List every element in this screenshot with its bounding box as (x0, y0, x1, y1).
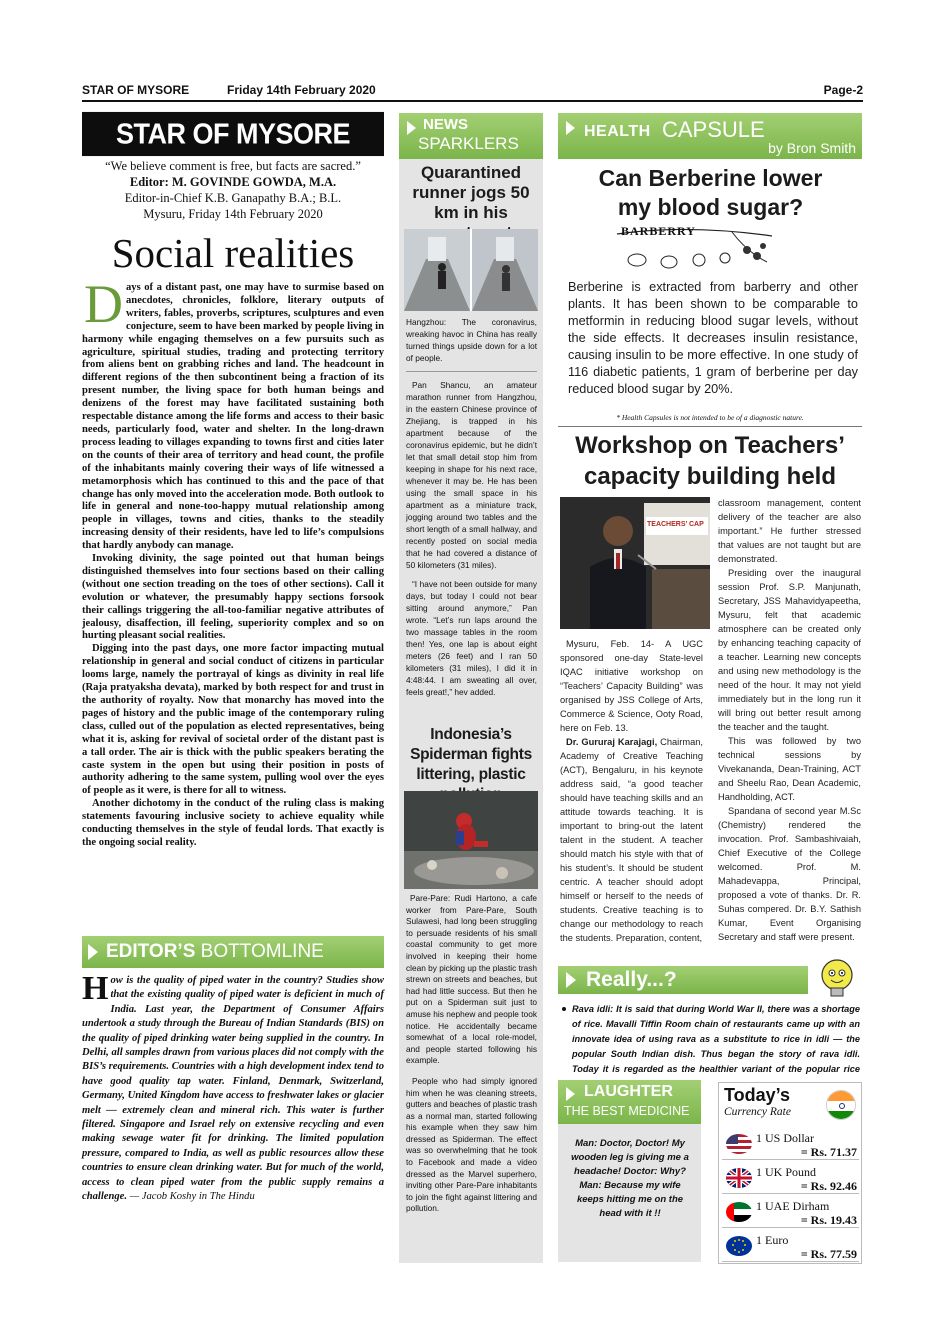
currency-rate: = Rs. 77.59 (800, 1247, 857, 1261)
news-story2-text (406, 893, 537, 1215)
eu-flag-icon (726, 1236, 752, 1256)
really-label (558, 966, 808, 994)
currency-unit: 1 Euro (756, 1233, 789, 1247)
news-headline-spiderman: Indonesia’s Spiderman fights littering, plastic (410, 726, 532, 783)
bottomline-text: ow is the quality of piped water in the country? Studies show that the existing quality of piped water is deficient in much of India. Last year, the Department of Consumer Affairs undertook a study through the Bureau of Indian Standards (BIS) on the quality of piped drinking water being supplied in the country. In Delhi, all samples drawn from various places did not comply with the BIS’s requirements. Countries with a high development index tend to have good quality tap water. Finland, Denmark, Switzerland, Germany, United Kingdom have access to freshwater lakes or glacier melt — extremely clean and mineral rich. This water is further filtered. Singapore and Israel rely on extensive recycling and even making sewage water fit for drinking. The limited population pressure, compared to India, as well as public resources allow these countries to ensure clean drinking water. But for much of the world, access to clean piped water from the public supply remains a challenge. (82, 975, 384, 1203)
page-number: Page-2 (823, 83, 863, 97)
health-note: * Health Capsules is not intended to be of a diagnostic nature. (558, 413, 862, 427)
motto: “We believe comment is free, but facts are sacred.” (105, 159, 361, 173)
bottomline-label-light: BOTTOMLINE (200, 941, 324, 962)
health-label-bold: HEALTH (584, 123, 651, 140)
spiderman-paragraph: Pare-Pare: Rudi Hartono, a cafe worker from Pare-Pare, South Sulawesi, had long been struggling to persuade residents of his small coastal community to get more involved in keeping their home clean by picking up the plastic trash strewn on streets and beaches, but had had little success. But then he put on a Spiderman suit just to amuse his nephew and people took notice. He accidentally became somewhat of a local role-model, and people started following his example. (406, 893, 537, 1066)
currency-unit: 1 UAE Dirham (756, 1199, 830, 1213)
workshop-paragraph: This was followed by two technical sessions by Vivekananda, Dean-Training, ACT and Sheelu Rao, Dean Academic, Handholding, ACT. (718, 736, 861, 802)
logo-text: STAR OF MYSORE (115, 118, 350, 150)
health-headline: Can Berberine lower my blood sugar? (598, 165, 823, 220)
bottomline-body (82, 970, 384, 1205)
really-body: Rava idli: It is said that during World War II, there was a shortage of rice. Mavalli Tiffin Room chain of restaurants came up with an innovate idea of using rava as a substitute to rice in idli — the popular South Indian dish. Thus began the story of rava idli. Today it is regarded as the healthier variant of the popular rice (572, 1004, 860, 1074)
barberry-illustration (607, 222, 777, 272)
bottomline-dropcap: H (82, 970, 109, 1007)
bottomline-credit: — Jacob Koshy in The Hindu (129, 1191, 255, 1203)
laughter-arrow-icon (566, 1087, 575, 1101)
currency-rate: = Rs. 19.43 (800, 1213, 857, 1227)
editor-in-chief: Editor-in-Chief K.B. Ganapathy B.A.; B.L. (124, 191, 342, 205)
runner-paragraph: “I have not been outside for many days, but today I could not bear sitting around anymore,” Pan wrote. “Let’s run laps around the two massage tables in the room then! Yes, one lap is about eight meters (26 feet) and I ran 50 kilometers (31 miles), I did it in 4:48:44. I am sweating all over, feels great!,” hev added. (406, 579, 537, 697)
really-text (560, 1002, 860, 1092)
currency-rate: = Rs. 71.37 (800, 1145, 857, 1159)
editorial-title: Social realities (111, 230, 355, 276)
laughter-joke: Man: Doctor, Doctor! My wooden leg is giving me a headache! Doctor: Why? Man: Because my wife keeps hitting me on the head with it !! (571, 1138, 689, 1219)
news-story1-text (406, 316, 537, 698)
currency-subtitle: Currency Rate (724, 1106, 791, 1118)
currency-row (722, 1230, 859, 1262)
spiderman-photo (404, 791, 538, 889)
issue-date: Friday 14th February 2020 (227, 83, 376, 97)
news-sparklers-label (399, 113, 543, 159)
health-body: Berberine is extracted from barberry and other plants. It has been shown to be comparable to metformin in reducing blood sugar levels, without the side effects. It decreases insulin resistance, causing insulin to be more effective. In one study of 116 diabetic patients, 1 gram of berberine per day reduced blood sugar by 20%. (568, 280, 858, 396)
currency-rate: = Rs. 92.46 (800, 1179, 857, 1193)
editorial-paragraph: ays of a distant past, one may have to surmise based on anecdotes, chronicles, folklore, literary outputs of writers, fables, proverbs, scriptures, sculptures and even conjecture, seem to have been marked by people living in harmony while engaging themselves on a few pursuits such as agriculture, spiritual studies, trading and protecting territory from aliens bent on grabbing riches and land. The headcount in different regions of the then subcontinent being a fraction of its present number, the living space for both human beings and denizens of the forest may have facilitated sustaining both respectable distance among the life forms and access to their basic needs, particularly food, water and shelter. In the long-drawn process leading to villages expanding to towns first and cities later on the counts of their area of territory and head count, the profile of the inhabitants mainly covering their ways of life witnessed a metamorphosis which has continued to this and the pace of that change has only moved into the acceleration mode. Both outlook to life in general and none-too-happy mutual relationship among people in villages, towns and cities, thanks to the steadily increasing density of their residents, have led to life’s compulsions that hardly anybody can manage. (82, 282, 384, 552)
spiderman-paragraph: People who had simply ignored him when he was cleaning streets, gutters and beaches of plastic trash as a normal man, started following his example when they saw him dressed as Spiderman. The effect was so overwhelming that he took to Facebook and made a video dressed as the Marvel superhero, inviting other Pare-Pare inhabitants to join the fight against littering and pollution. (406, 1075, 537, 1214)
workshop-headline: Workshop on Teachers’ capacity building held (575, 432, 845, 490)
really-label-text: Really...? (586, 968, 677, 991)
editor-name: Editor: M. GOVINDE GOWDA, M.A. (129, 175, 337, 189)
health-capsule-label (558, 113, 862, 159)
health-arrow-icon (566, 121, 575, 135)
runner-caption: Hangzhou: The coronavirus, wreaking havoc in China has really turned things upside down for a lot of people. (406, 316, 537, 372)
editorial-paragraph: Another dichotomy in the conduct of the ruling class is making statements favouring inclusive society to achieve equality while conducting themselves in the style of feudal lords. That exactly is the ongoing social reality. (82, 798, 384, 848)
bottomline-label (82, 936, 384, 968)
india-flag-icon (826, 1090, 856, 1120)
bottomline-label-bold: EDITOR’S (106, 941, 196, 962)
workshop-banner-text: TEACHERS’ CAP (647, 521, 704, 528)
editorial-paragraph: Digging into the past days, one more factor impacting mutual relationship in general and social conduct of citizens in particular looms large, namely the portrayal of kings as divinity in real life (Raja pratyaksha devata), marked by both respect for and trust in the authority of royalty. Now that monarchy has moved into the pages of history and the public image of the contemporary ruling class, culled out of the population as elected representatives, being what it is, asking for revival of societal order of the distant past is a tall order. The air is thick with the public speakers berating the caste system in the open but using their position in posts of authority adhering to the same system, pulling wool over the eyes of people as it were, is there for all to witness. (82, 643, 384, 797)
workshop-photo-art (560, 497, 710, 629)
runner-photo-art (404, 229, 538, 311)
uae-flag-icon (726, 1202, 752, 1222)
page-header (82, 80, 863, 102)
news-arrow-icon (407, 121, 416, 135)
editorial-info (82, 158, 384, 222)
health-byline: by Bron Smith (768, 140, 856, 156)
workshop-speaker-text: Chairman, Academy of Creative Teaching (ACT), Bengaluru, in his keynote address said, “a good teacher should have teaching skills and an attitude towards teaching. It is important to bring-out the latent talent in the student. A teacher should match his style with that of his student’s. It should be student centric. A teacher should adopt himself or herself to the needs of students. Creative teaching is to change our methodology to reach the students. Preparation, content, (560, 737, 703, 943)
workshop-paragraph: Presiding over the inaugural session Prof. S.P. Manjunath, Secretary, JSS Mahavidyapeetha, Mysuru, felt that academic atmosphere can be created only by enhancing teaching capacity of a teacher. Learning new concepts and using new methodology is the need of the hour. It may not yield immediately but in the long run it will bring out better result among the teacher and the taught. (718, 568, 861, 732)
laughter-label-top: LAUGHTER (584, 1083, 673, 1100)
workshop-photo (560, 497, 710, 629)
editorial-body (82, 274, 384, 850)
currency-unit: 1 UK Pound (756, 1165, 817, 1179)
health-label-light: CAPSULE (662, 117, 765, 142)
workshop-paragraph: Spandana of second year M.Sc (Chemistry) rendered the invocation. Prof. Sambashivaiah, Chief Executive of the College welcomed. Prof. M. Mahadevappa, Principal, proposed a vote of thanks. Dr. R. Suhas compered. Dr. B.Y. Sathish Kumar, Event Organising Secretary and staff were present. (718, 806, 861, 942)
bottomline-arrow-icon (88, 944, 98, 960)
uk-flag-icon (726, 1168, 752, 1188)
workshop-paragraph: Mysuru, Feb. 14- A UGC sponsored one-day State-level IQAC initiative workshop on “Teachers’ Capacity Building” was organised by JSS College of Arts, Commerce & Science, Ooty Road, here on Feb. 13. (560, 639, 703, 733)
workshop-paragraph: classroom management, content delivery of the teacher are also important.” He further stressed that values are not taught but are demonstrated. (718, 498, 861, 564)
editorial-dropcap: D (84, 274, 123, 334)
laughter-label-bottom: THE BEST MEDICINE (564, 1104, 690, 1118)
lightbulb-art (814, 955, 860, 1001)
currency-row (722, 1128, 859, 1160)
currency-title: Today’s (724, 1085, 791, 1105)
spiderman-photo-art (404, 791, 538, 889)
laughter-label (558, 1080, 701, 1124)
currency-row (722, 1162, 859, 1194)
workshop-right-text (718, 496, 861, 944)
editorial-dateline: Mysuru, Friday 14th February 2020 (143, 207, 323, 221)
really-arrow-icon (566, 972, 576, 988)
masthead-logo (82, 112, 384, 156)
runner-photo (404, 229, 538, 311)
lightbulb-icon (814, 955, 860, 1001)
us-flag-icon (726, 1134, 752, 1154)
news-headline-runner: Quarantined runner jogs 50 km in his (412, 163, 530, 222)
bullet-icon (562, 1007, 566, 1011)
workshop-speaker: Dr. Gururaj Karajagi, (566, 737, 658, 747)
currency-row (722, 1196, 859, 1228)
runner-paragraph: Pan Shancu, an amateur marathon runner from Hangzhou, in the eastern Chinese province of Zhejiang, is trapped in his apartment because of the coronavirus epidemic, but he didn’t let that small detail stop him from keeping in shape for his next race, whenever it may be. He has been using the small space in his apartment as a miniature track, jogging around two tables and the short length of a small hallway, and recently posted on social media that he had covered a distance of 50 kilometers (31 miles). (406, 380, 537, 570)
workshop-left-text (560, 637, 703, 945)
news-label-top: NEWS (423, 116, 468, 133)
workshop-paragraph (560, 735, 703, 945)
barberry-label: BARBERRY (621, 224, 696, 238)
editorial-paragraph: Invoking divinity, the sage pointed out that human beings distinguished themselves into four sections based on their calling (without one section treading on the toes of other sections). Call it evolution or whatever, the presumably happy sections forsook their callings triggering the all-too-familiar negative attributes of jealousy, disaffection, ill feeling, superiority complex and so on hurting pleasant social realities. (82, 553, 384, 642)
news-label-bottom: SPARKLERS (418, 134, 519, 153)
paper-name: STAR OF MYSORE (82, 83, 190, 97)
currency-unit: 1 US Dollar (756, 1131, 814, 1145)
